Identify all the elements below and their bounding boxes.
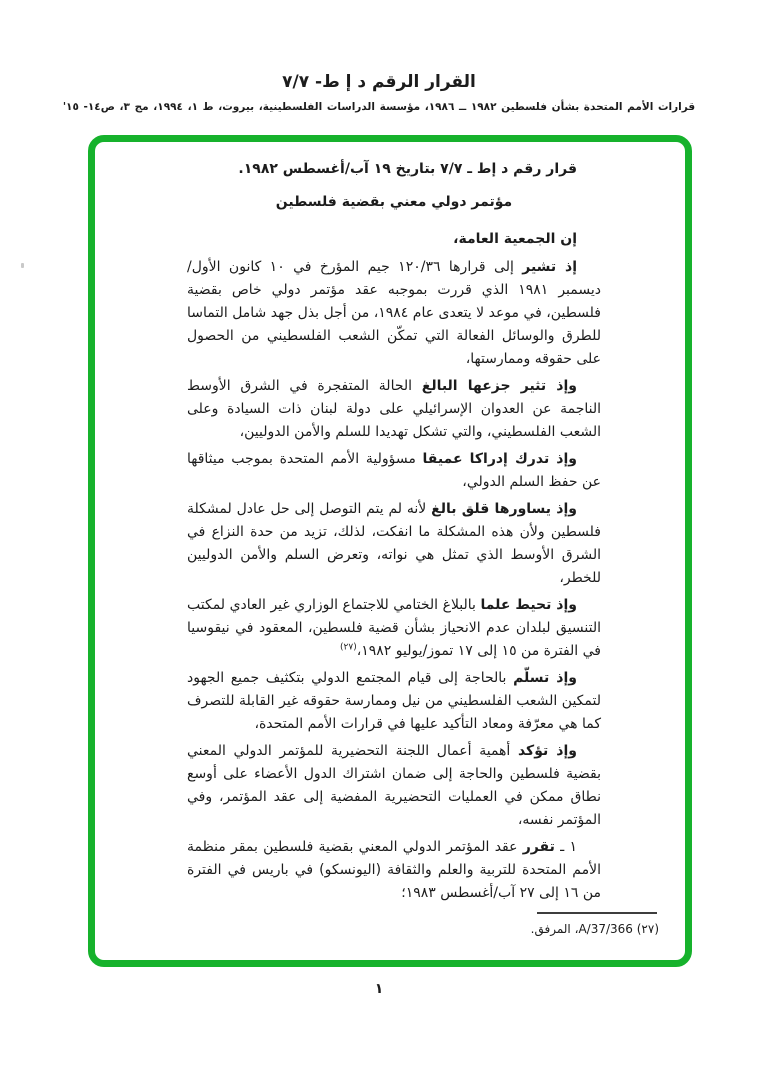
page-header: [45, 72, 713, 113]
preamble-paragraph: [187, 256, 601, 371]
paragraph-text: أهمية أعمال اللجنة التحضيرية للمؤتمر الدولي المعني بقضية فلسطين والحاجة إلى ضمان اشتراك الدول الأعضاء على أوسع نطاق ممكن في العمليات التحضيرية المفضية إلى عقد المؤتمر، وفي المؤتمر نفسه،: [187, 743, 601, 828]
footnote-separator: [537, 912, 657, 914]
paragraph-text: بالحاجة إلى قيام المجتمع الدولي بتكثيف جميع الجهود لتمكين الشعب الفلسطيني من نيل وممارسة حقوقه غير القابلة للتصرف كما هي معرّفة ومعاد التأكيد عليها في قرارات الأمم المتحدة،: [187, 670, 601, 732]
paragraph-lead: وإذ تؤكد: [517, 743, 577, 759]
resolution-subject: مؤتمر دولي معني بقضية فلسطين: [275, 194, 513, 210]
resolution-frame: [88, 135, 692, 967]
footnote-reference: (٢٧): [340, 642, 357, 653]
citation-line: قرارات الأمم المتحدة بشأن فلسطين ١٩٨٢ ــ ١٩٨٦، مؤسسة الدراسات الفلسطينية، بيروت، ط ١، ١٩٩٤، مج ٣، ص١٤- ١٥': [62, 101, 696, 113]
operative-paragraph: [187, 836, 601, 905]
preamble-paragraph: [187, 667, 601, 736]
paragraph-lead: وإذ تسلّم: [513, 670, 577, 686]
page-number: ١: [374, 981, 384, 997]
preamble-paragraph: [187, 498, 601, 590]
paragraph-lead: وإذ تدرك إدراكا عميقا: [422, 451, 577, 467]
paragraph-lead: وإذ تحيط علما: [480, 597, 577, 613]
footnote-text: (٢٧) A/37/366، المرفق.: [530, 922, 659, 936]
paragraph-text: بالبلاغ الختامي للاجتماع الوزاري غير العادي لمكتب التنسيق لبلدان عدم الانحياز بشأن قضية فلسطين، المعقود في نيقوسيا في الفترة من ١٥ إلى ١٧ تموز/يوليو ١٩٨٢،: [187, 597, 601, 659]
paragraph-lead: وإذ يساورها قلق بالغ: [431, 501, 577, 517]
preamble-paragraph: [187, 740, 601, 832]
preamble-paragraph: [187, 448, 601, 494]
scan-speck: [21, 263, 24, 268]
paragraph-lead: إذ تشير: [522, 259, 577, 275]
operative-number: ١ ـ: [554, 839, 577, 855]
paragraph-text: الحالة المتفجرة في الشرق الأوسط الناجمة عن العدوان الإسرائيلي على دولة لبنان ذات السيادة وعلى الشعب الفلسطيني، والتي تشكل تهديدا للسلم والأمن الدوليين،: [187, 378, 601, 440]
paragraph-text: عقد المؤتمر الدولي المعني بقضية فلسطين بمقر منظمة الأمم المتحدة للتربية والعلم والثقافة (اليونسكو) في باريس في الفترة من ١٦ إلى ٢٧ آب/أغسطس ١٩٨٣؛: [187, 839, 601, 901]
resolution-heading: قرار رقم د إط ـ ٧/٧ بتاريخ ١٩ آب/أغسطس ١٩٨٢.: [238, 161, 577, 177]
resolution-number-title: القرار الرقم د إ ط- ٧/٧: [282, 72, 476, 92]
paragraph-lead: تقرر: [522, 839, 555, 855]
resolution-opening: إن الجمعية العامة،: [453, 231, 577, 247]
preamble-paragraph: [187, 594, 601, 663]
resolution-text: [95, 142, 685, 960]
paragraph-lead: وإذ تثير جزعها البالغ: [421, 378, 577, 394]
paragraph-text: لأنه لم يتم التوصل إلى حل عادل لمشكلة فلسطين ولأن هذه المشكلة ما انفكت، لذلك، تزيد من حدة النزاع في الشرق الأوسط الذي تمثل هي نواته، وتعرض السلم والأمن الدوليين للخطر،: [187, 501, 601, 586]
preamble-paragraph: [187, 375, 601, 444]
paragraph-text: إلى قرارها ١٢٠/٣٦ جيم المؤرخ في ١٠ كانون الأول/ ديسمبر ١٩٨١ الذي قررت بموجبه عقد مؤتمر دولي خاص بقضية فلسطين، في موعد لا يتعدى عام ١٩٨٤، من أجل بذل جهد شامل التماسا للطرق والوسائل الفعالة التي تمكّن الشعب الفلسطيني من الحصول على حقوقه وممارستها،: [187, 259, 601, 367]
footnote-block: [187, 912, 659, 937]
paragraph-text: مسؤولية الأمم المتحدة بموجب ميثاقها عن حفظ السلم الدولي،: [187, 451, 601, 490]
